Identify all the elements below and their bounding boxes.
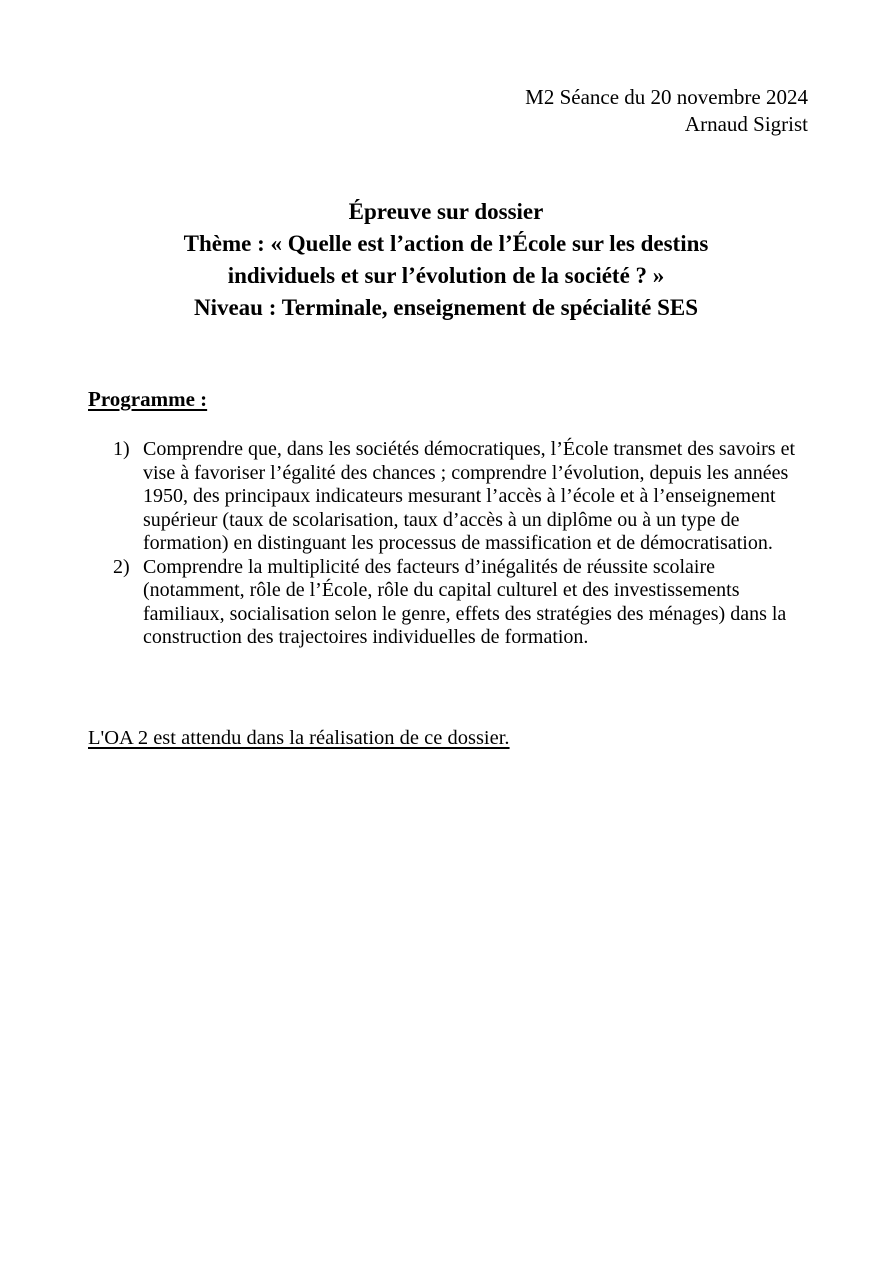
expected-objective-note-text: L'OA 2 est attendu dans la réalisation de ce dossier. (88, 726, 510, 749)
document-header (0, 0, 892, 138)
programme-list (113, 438, 892, 650)
programme-heading (88, 386, 892, 412)
programme-item-1 (113, 438, 892, 556)
title-line-1: Épreuve sur dossier (348, 199, 544, 224)
expected-objective-note (88, 725, 892, 751)
title-line-2: Thème : « Quelle est l’action de l’École sur les destins (183, 231, 709, 256)
programme-item-1-marker: 1) (113, 438, 130, 460)
document-title (40, 196, 852, 324)
title-line-3: individuels et sur l’évolution de la société ? » (227, 263, 665, 288)
programme-item-2-marker: 2) (113, 555, 130, 578)
header-author-line: Arnaud Sigrist (684, 112, 808, 136)
header-course-line: M2 Séance du 20 novembre 2024 (525, 85, 808, 109)
programme-heading-label: Programme : (88, 387, 208, 411)
programme-item-2 (113, 556, 892, 650)
programme-item-2-text: Comprendre la multiplicité des facteurs d’inégalités de réussite scolaire (notamment, rôle de l’École, rôle du capital culturel et des investissements familiaux, socialisation selon le genre, effets des stratégies des ménages) dans la construction des trajectoires individuelles de formation. (143, 555, 787, 648)
title-line-4: Niveau : Terminale, enseignement de spécialité SES (193, 295, 699, 320)
programme-item-1-text: Comprendre que, dans les sociétés démocratiques, l’École transmet des savoirs et vise à favoriser l’égalité des chances ; comprendre l’évolution, depuis les années 1950, des principaux indicateurs mesurant l’accès à l’école et à l’enseignement supérieur (taux de scolarisation, taux d’accès à un diplôme ou à un type de formation) en distinguant les processus de massification et de démocratisation. (143, 438, 796, 554)
